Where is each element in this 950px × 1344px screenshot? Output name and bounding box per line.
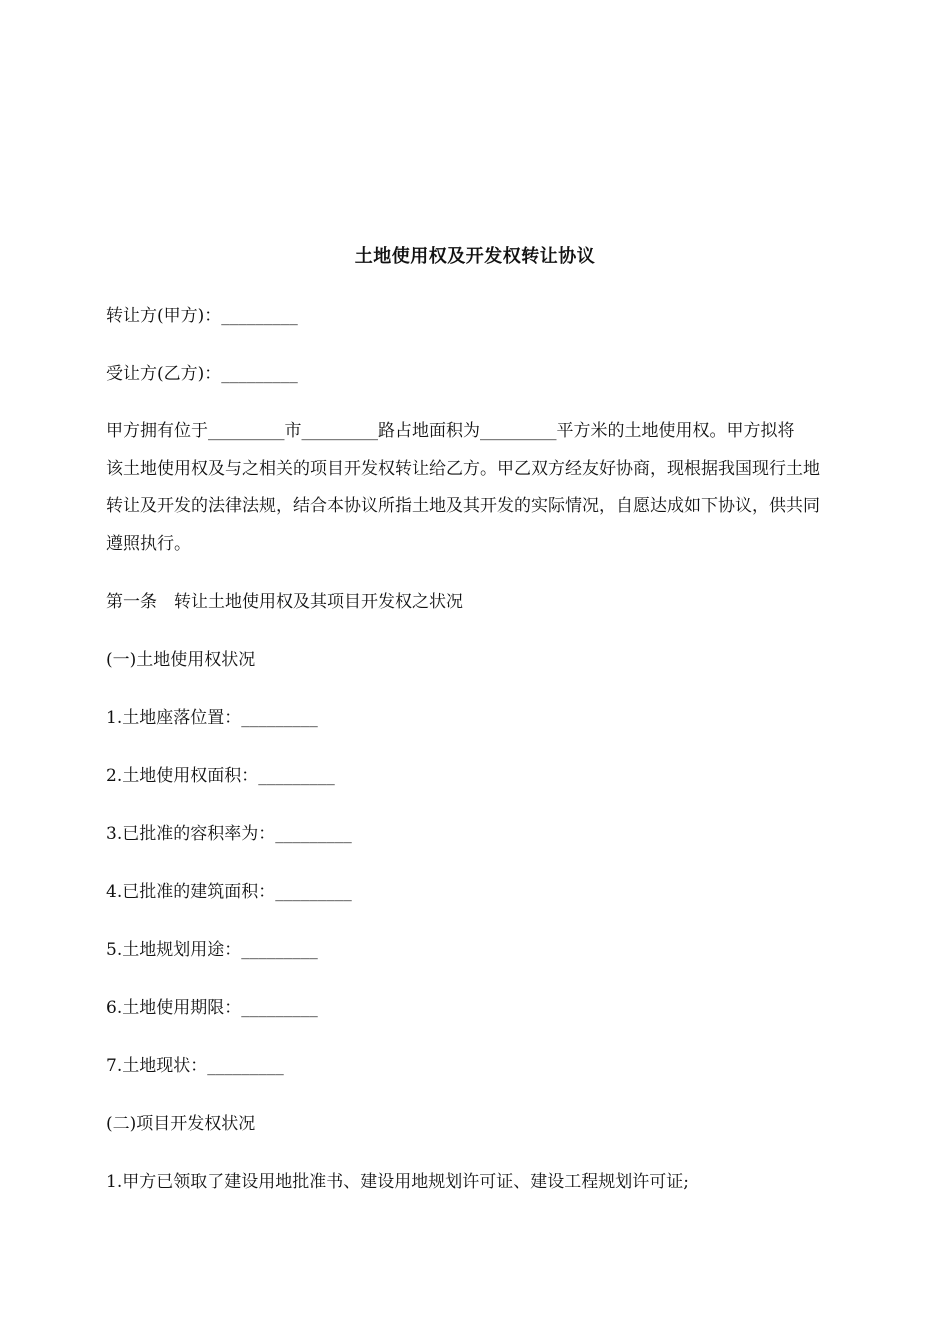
intro-line: 该土地使用权及与之相关的项目开发权转让给乙方。甲乙双方经友好协商，现根据我国现行土地 [106,458,820,479]
section-1-item: 1.土地座落位置：_________ [106,708,318,728]
intro-line: 转让及开发的法律法规，结合本协议所指土地及其开发的实际情况，自愿达成如下协议，供共同 [106,496,820,516]
document-title: 土地使用权及开发权转让协议 [354,246,596,267]
party-a-line: 转让方(甲方)：_________ [106,306,298,326]
intro-line: 甲方拥有位于_________市_________路占地面积为_________平方米的土地使用权。甲方拟将 [106,421,795,441]
section-2-heading: (二)项目开发权状况 [106,1114,256,1134]
party-b-line: 受让方(乙方)：_________ [106,364,298,384]
intro-line: 遵照执行。 [106,533,191,554]
section-1-item: 5.土地规划用途：_________ [106,940,318,960]
section-1-item: 6.土地使用期限：_________ [106,998,318,1018]
article-1-heading: 第一条 转让土地使用权及其项目开发权之状况 [106,592,463,612]
section-1-item: 3.已批准的容积率为：_________ [106,824,352,844]
section-2-item: 1.甲方已领取了建设用地批准书、建设用地规划许可证、建设工程规划许可证; [106,1172,689,1192]
section-1-item: 7.土地现状：_________ [106,1056,284,1076]
section-1-item: 4.已批准的建筑面积：_________ [106,882,352,902]
intro-paragraph [106,413,876,563]
section-1-item: 2.土地使用权面积：_________ [106,766,335,786]
section-1-heading: (一)土地使用权状况 [106,650,256,670]
